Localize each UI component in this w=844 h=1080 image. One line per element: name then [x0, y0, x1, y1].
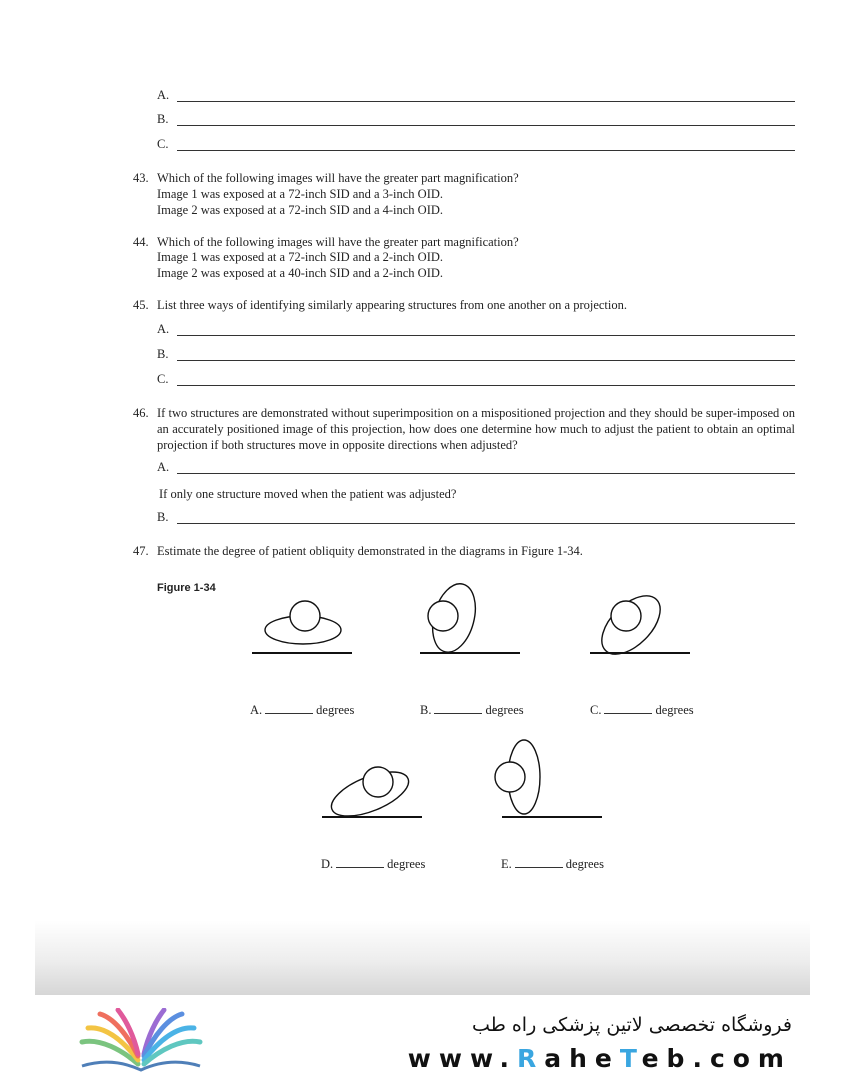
diagram-a — [248, 592, 358, 662]
url-part: ahe — [544, 1044, 620, 1073]
caption-c — [590, 703, 694, 718]
diagram-c — [586, 592, 696, 662]
caption-letter: D. — [321, 857, 334, 871]
figure-label: Figure 1-34 — [157, 582, 216, 594]
q44-line2: Image 2 was exposed at a 40-inch SID and a 2-inch OID. — [157, 266, 444, 280]
q42-answer-b[interactable] — [157, 112, 795, 128]
option-label: C. — [157, 137, 169, 151]
caption-a — [250, 703, 354, 718]
q44-text: Which of the following images will have the greater part magnification? — [157, 235, 519, 249]
caption-letter: C. — [590, 703, 602, 717]
option-label: C. — [157, 372, 169, 386]
q43-line2: Image 2 was exposed at a 72-inch SID and a 4-inch OID. — [157, 203, 444, 217]
q46-answer-b[interactable] — [157, 510, 795, 526]
q46-text: If two structures are demonstrated without superimposition on a mispositioned projection and they should be super-imposed on an accurately positioned image of this projection, how does one determine how much to adjust the patient to obtain an optimal projection if both structures move in opposite directions when adjusted? — [157, 406, 795, 452]
q47-text: Estimate the degree of patient obliquity demonstrated in the diagrams in Figure 1-34. — [157, 544, 583, 558]
option-label: B. — [157, 347, 169, 361]
caption-unit: degrees — [316, 703, 355, 717]
caption-letter: B. — [420, 703, 432, 717]
caption-unit: degrees — [387, 857, 426, 871]
q47-number: 47. — [133, 544, 149, 558]
url-accent: T — [619, 1044, 642, 1073]
open-book-icon — [78, 1008, 204, 1072]
q44-line1: Image 1 was exposed at a 72-inch SID and a 2-inch OID. — [157, 250, 444, 264]
q44-number: 44. — [133, 235, 149, 249]
q45-number: 45. — [133, 298, 149, 312]
q46-answer-a[interactable] — [157, 460, 795, 476]
store-name: فروشگاه تخصصی لاتین پزشکی راه طب — [472, 1014, 792, 1036]
answer-blank[interactable] — [336, 857, 384, 868]
q43-line1: Image 1 was exposed at a 72-inch SID and a 3-inch OID. — [157, 187, 444, 201]
q42-answer-a[interactable] — [157, 88, 795, 104]
answer-blank[interactable] — [265, 703, 313, 714]
q43-text: Which of the following images will have the greater part magnification? — [157, 171, 519, 185]
q45-answer-b[interactable] — [157, 347, 795, 363]
q45-text: List three ways of identifying similarly appearing structures from one another on a projection. — [157, 298, 628, 312]
caption-letter: E. — [501, 857, 512, 871]
caption-b — [420, 703, 524, 718]
url-accent: R — [516, 1044, 545, 1073]
caption-unit: degrees — [655, 703, 694, 717]
store-url[interactable] — [408, 1044, 792, 1073]
diagram-b — [416, 578, 526, 662]
answer-blank[interactable] — [604, 703, 652, 714]
diagram-d — [318, 757, 428, 825]
option-label: A. — [157, 460, 170, 474]
option-label: B. — [157, 510, 169, 524]
q46-followup: If only one structure moved when the patient was adjusted? — [159, 487, 457, 501]
caption-d — [321, 857, 425, 872]
option-label: A. — [157, 322, 170, 336]
page-shadow — [35, 920, 810, 995]
q45-answer-a[interactable] — [157, 322, 795, 338]
caption-e — [501, 857, 604, 872]
q46-number: 46. — [133, 406, 149, 420]
caption-unit: degrees — [565, 857, 604, 871]
q42-answer-c[interactable] — [157, 137, 795, 153]
caption-letter: A. — [250, 703, 263, 717]
q43-number: 43. — [133, 171, 149, 185]
option-label: B. — [157, 112, 169, 126]
answer-blank[interactable] — [515, 857, 563, 868]
answer-blank[interactable] — [434, 703, 482, 714]
url-part: www. — [407, 1044, 517, 1073]
caption-unit: degrees — [485, 703, 524, 717]
option-label: A. — [157, 88, 170, 102]
url-part: eb.com — [641, 1044, 792, 1073]
q45-answer-c[interactable] — [157, 372, 795, 388]
diagram-e — [494, 737, 606, 825]
